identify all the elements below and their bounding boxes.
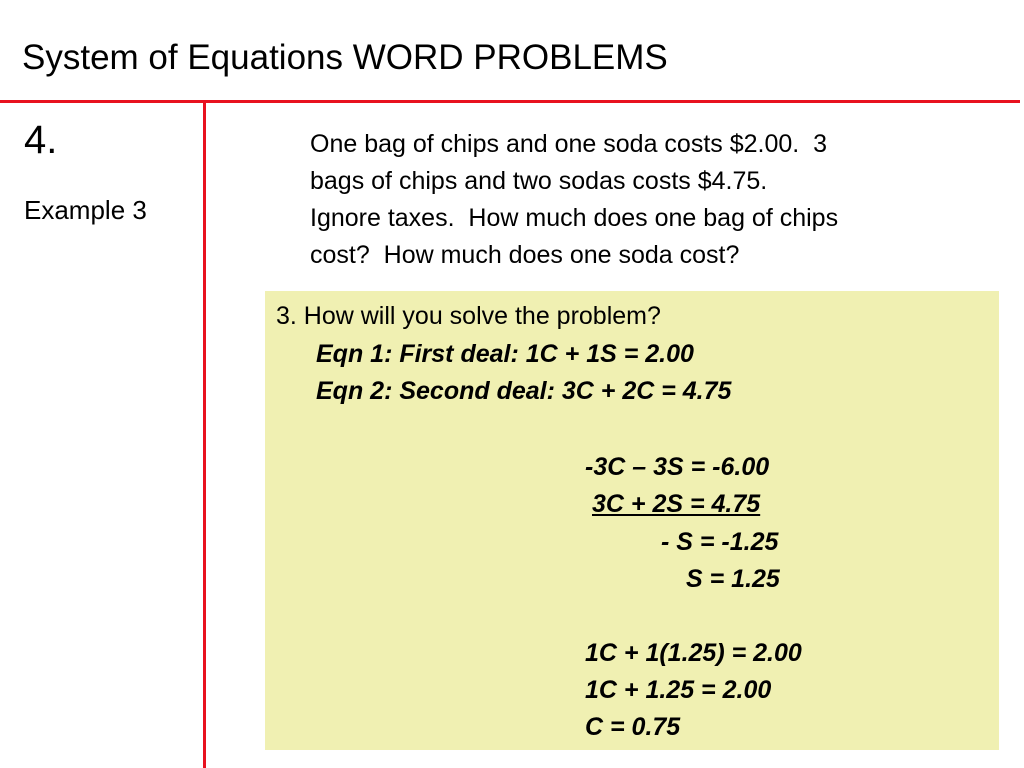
problem-line: Ignore taxes. How much does one bag of chips <box>310 204 839 232</box>
substitution-line-2: 1C + 1.25 = 2.00 <box>585 676 772 704</box>
elimination-line-1: -3C – 3S = -6.00 <box>585 453 770 481</box>
slide-title: System of Equations WORD PROBLEMS <box>22 38 668 77</box>
problem-line: bags of chips and two sodas costs $4.75. <box>310 167 768 195</box>
column-divider <box>203 100 206 768</box>
elimination-line-3: - S = -1.25 <box>661 528 779 556</box>
problem-statement <box>310 126 1000 274</box>
title-divider <box>0 100 1020 103</box>
example-label: Example 3 <box>24 195 147 225</box>
step-heading: 3. How will you solve the problem? <box>276 302 661 330</box>
problem-line: cost? How much does one soda cost? <box>310 241 740 269</box>
solution-s: S = 1.25 <box>686 565 780 593</box>
equation-1: Eqn 1: First deal: 1C + 1S = 2.00 <box>316 340 694 368</box>
problem-number: 4. <box>24 118 58 162</box>
problem-line: One bag of chips and one soda costs $2.00. 3 <box>310 130 828 158</box>
substitution-line-1: 1C + 1(1.25) = 2.00 <box>585 639 802 667</box>
solution-box <box>265 291 999 750</box>
solution-c: C = 0.75 <box>585 713 681 741</box>
equation-2: Eqn 2: Second deal: 3C + 2C = 4.75 <box>316 377 732 405</box>
elimination-line-2: 3C + 2S = 4.75 <box>592 490 761 518</box>
